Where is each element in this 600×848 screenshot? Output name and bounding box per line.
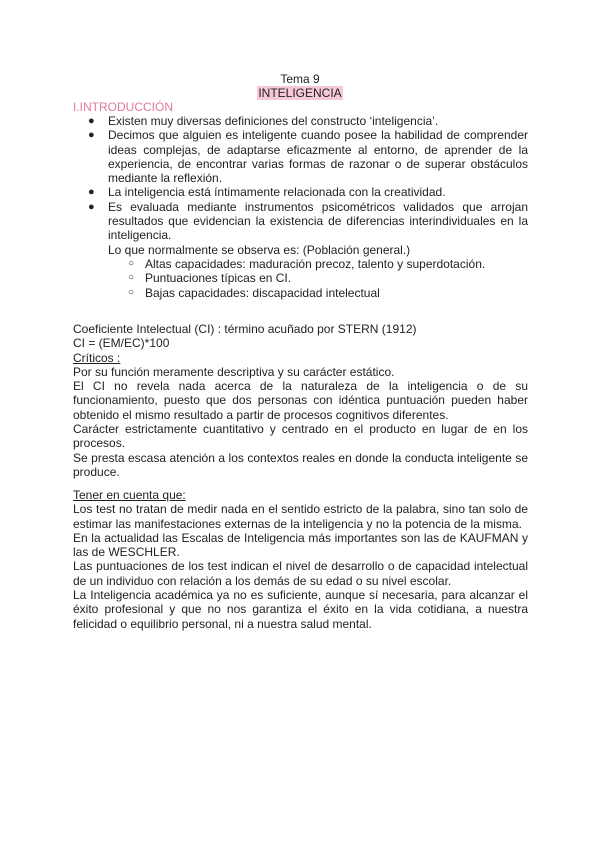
ci-section [73, 322, 528, 479]
list-item-text: Decimos que alguien es inteligente cuando posee la habilidad de comprender ideas complejas, de adaptarse eficazmente al entorno, de aprender de la experiencia, de encontrar varias formas de razonar o de superar obstáculos mediante la reflexión. [108, 128, 528, 186]
sub-list-item [73, 257, 528, 271]
note-item: En la actualidad las Escalas de Inteligencia más importantes son las de KAUFMAN y las de WESCHLER. [73, 530, 528, 560]
circle-bullet-icon: ○ [128, 286, 135, 298]
note-item: Los test no tratan de medir nada en el sentido estricto de la palabra, sino tan solo de estimar las manifestaciones externas de la inteligencia y no la potencia de la misma. [73, 502, 528, 531]
page-title-text: INTELIGENCIA [258, 86, 342, 100]
list-item [73, 185, 528, 199]
critic-item: El CI no revela nada acerca de la naturaleza de la inteligencia o de su funcionamiento, puesto que dos personas con idéntica puntuación pueden haber obtenido el mismo resultado a partir de procesos cognitivos diferentes. [73, 379, 528, 422]
sub-list-item-text: Bajas capacidades: discapacidad intelectual [145, 285, 380, 300]
list-item [73, 114, 528, 128]
ci-definition: Coeficiente Intelectual (CI) : término acuñado por STERN (1912) [73, 322, 417, 336]
list-item-text: Es evaluada mediante instrumentos psicométricos validados que arrojan resultados que evidencian la existencia de diferencias interindividuales en la inteligencia. [108, 199, 528, 243]
circle-bullet-icon: ○ [128, 272, 135, 284]
circle-bullet-icon: ○ [128, 257, 135, 269]
sub-list-item-text: Puntuaciones típicas en CI. [145, 271, 292, 286]
notes-label: Tener en cuenta que: [73, 488, 186, 502]
note-item: La Inteligencia académica ya no es suficiente, aunque sí necesaria, para alcanzar el éxito profesional y que no nos garantiza el éxito en la vida cotidiana, a nuestra felicidad o equilibrio personal, ni a nuestra salud mental. [73, 588, 528, 631]
topic-number: Tema 9 [280, 72, 320, 86]
sub-list-item [73, 286, 528, 300]
sub-list-item-text: Altas capacidades: maduración precoz, talento y superdotación. [145, 256, 486, 271]
bullet-icon: ● [88, 200, 95, 213]
page-title [0, 86, 600, 100]
critic-item: Se presta escasa atención a los contextos reales en donde la conducta inteligente se produce. [73, 450, 528, 479]
section-heading-introduccion: I.INTRODUCCIÓN [73, 100, 173, 114]
critic-item: Carácter estrictamente cuantitativo y centrado en el producto en lugar de en los procesos. [73, 422, 528, 451]
notes-section [73, 488, 528, 631]
critic-item: Por su función meramente descriptiva y su carácter estático. [73, 364, 395, 379]
list-item-text: Existen muy diversas definiciones del constructo ‘inteligencia’. [108, 114, 439, 128]
bullet-icon: ● [88, 186, 95, 199]
list-item [73, 128, 528, 185]
intro-list [73, 114, 528, 300]
critics-label: Críticos : [73, 350, 121, 365]
observation-text: Lo que normalmente se observa es: (Población general.) [108, 242, 411, 257]
list-item [73, 200, 528, 243]
note-item: Las puntuaciones de los test indican el nivel de desarrollo o de capacidad intelectual de un individuo con relación a los demás de su edad o su nivel escolar. [73, 559, 528, 588]
bullet-icon: ● [88, 115, 95, 127]
sub-list-item [73, 271, 528, 285]
ci-formula: CI = (EM/EC)*100 [73, 336, 170, 351]
bullet-icon: ● [88, 129, 95, 142]
list-item-text: La inteligencia está íntimamente relacionada con la creatividad. [108, 185, 446, 200]
